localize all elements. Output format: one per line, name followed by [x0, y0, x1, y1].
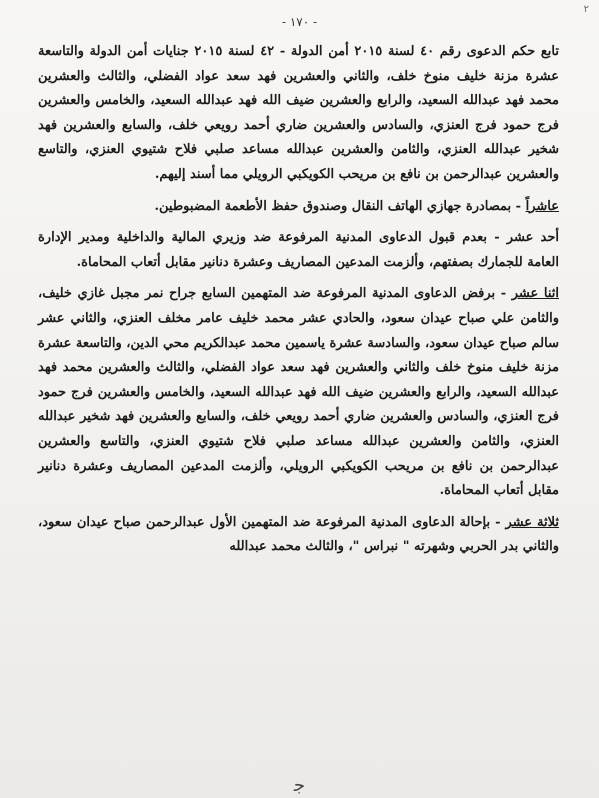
paragraph-heading: عاشراً — [525, 198, 559, 214]
document-body — [38, 40, 559, 560]
paragraph-text: - بمصادرة جهازي الهاتف النقال وصندوق حفظ الأطعمة المضبوطين. — [154, 198, 526, 214]
paragraph-twelfth — [38, 282, 559, 503]
handwritten-initial: ﺟ — [293, 775, 306, 796]
paragraph-text: - برفض الدعاوى المدنية المرفوعة ضد المتهمين السابع جراح نمر مجبل غازي خليف، والثامن علي صباح عيدان سعود، والحادي عشر محمد خليف عامر مخلف العنزي، والثاني عشر سالم صباح عيدان سعود، والسادسة عشرة ياسمين محمد عبدالكريم محي الدين، والتاسعة عشرة مزنة خليف منوخ خلف والثاني والعشرين فهد سعد عواد الفضلي، والثالث والعشرين محمد فهد عبدالله السعيد، والرابع والعشرين ضيف الله فهد عبدالله السعيد، والخامس والعشرين فرج حمود فرج العنزي، والسادس والعشرين ضاري أحمد رويعي خلف، والسابع والعشرين فهد شخير عبدالله العنزي، والثامن والعشرين عبدالله مساعد صلبي فلاح شتيوي العنزي، والتاسع والعشرين عبدالرحمن بن نافع بن مريحب الكويكبي الرويلي، وألزمت المدعين المصاريف وعشرة دنانير مقابل أتعاب المحاماة. — [38, 286, 559, 499]
paragraph-text: أحد عشر - بعدم قبول الدعاوى المدنية المرفوعة ضد وزيري المالية والداخلية ومدير الإدارة العامة للجمارك بصفتهم، وألزمت المدعين المصاريف وعشرة دنانير مقابل أتعاب المحاماة. — [38, 230, 559, 270]
paragraph-tenth — [38, 195, 559, 220]
corner-mark: ٢ — [583, 4, 589, 15]
paragraph-heading: ثلاثة عشر — [505, 514, 560, 530]
page-number: - ١٧٠ - — [281, 15, 318, 29]
paragraph-text: تابع حكم الدعوى رقم ٤٠ لسنة ٢٠١٥ أمن الدولة - ٤٢ لسنة ٢٠١٥ جنايات أمن الدولة والتاسعة عشرة مزنة خليف منوخ خلف، والثاني والعشرين فهد سعد عواد الفضلي، والثالث والعشرين محمد فهد عبدالله السعيد، والرابع والعشرين ضيف الله فهد عبدالله السعيد، والخامس والعشرين فرج حمود فرج العنزي، والسادس والعشرين ضاري أحمد رويعي خلف، والسابع والعشرين فهد شخير عبدالله العنزي، والثامن والعشرين عبدالله مساعد صلبي فلاح شتيوي العنزي، والتاسع والعشرين عبدالرحمن بن نافع بن مريحب الكويكبي الرويلي مما أسند إليهم. — [38, 44, 559, 182]
paragraph-thirteenth — [38, 511, 559, 560]
paragraph-continuation — [38, 40, 559, 188]
paragraph-heading: اثنا عشر — [511, 286, 559, 302]
paragraph-text: - بإحالة الدعاوى المدنية المرفوعة ضد المتهمين الأول عبدالرحمن صباح عيدان سعود، والثاني بدر الحربي وشهرته " نبراس "، والثالث محمد عبدالله — [38, 514, 559, 555]
paragraph-eleventh — [38, 226, 559, 275]
